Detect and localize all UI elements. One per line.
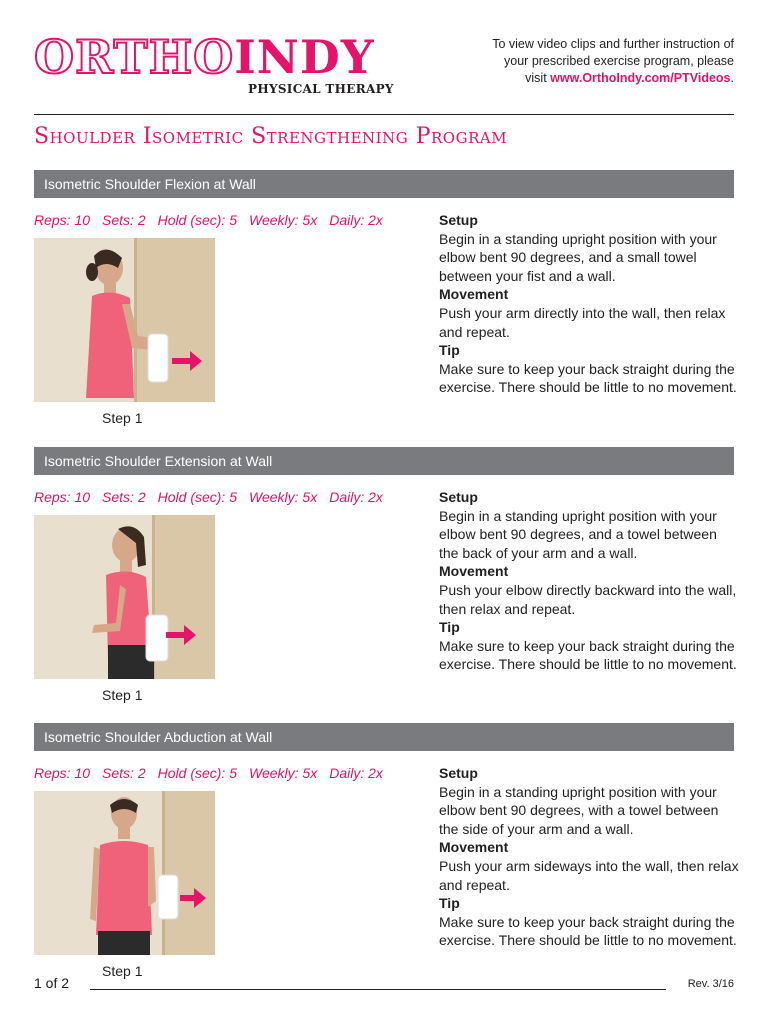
movement-text: Push your arm directly into the wall, then relax and repeat. — [439, 304, 726, 340]
setup-heading: Setup — [439, 212, 478, 228]
step-label: Step 1 — [102, 687, 143, 703]
video-note — [434, 36, 734, 87]
movement-text: Push your arm sideways into the wall, then relax and repeat. — [439, 857, 739, 893]
tip-heading: Tip — [439, 342, 460, 359]
tip-text: Make sure to keep your back straight during the exercise. There should be little to no movement. — [439, 637, 737, 673]
revision-label: Rev. 3/16 — [687, 978, 734, 990]
tip-heading: Tip — [439, 895, 460, 912]
reps: Reps: 10 — [34, 765, 91, 781]
tip-text: Make sure to keep your back straight during the exercise. There should be little to no movement. — [439, 360, 737, 396]
hold: Hold (sec): 5 — [157, 489, 237, 505]
exercise-instructions — [439, 211, 739, 397]
daily: Daily: 2x — [329, 489, 383, 505]
tip-heading: Tip — [439, 619, 460, 636]
weekly: Weekly: 5x — [249, 212, 318, 228]
tip-text: Make sure to keep your back straight during the exercise. There should be little to no movement. — [439, 913, 737, 949]
reps: Reps: 10 — [34, 212, 91, 228]
step-label: Step 1 — [102, 963, 143, 979]
movement-heading: Movement — [439, 563, 509, 580]
setup-text: Begin in a standing upright position with your elbow bent 90 degrees, and a towel between the back of your arm and a wall. — [439, 507, 717, 561]
exercise-title-bar: Isometric Shoulder Flexion at Wall — [34, 170, 734, 198]
exercise-title-bar: Isometric Shoulder Abduction at Wall — [34, 723, 734, 751]
sets: Sets: 2 — [102, 212, 146, 228]
logo-indy: INDY — [234, 30, 375, 84]
exercise-params — [34, 765, 383, 781]
daily: Daily: 2x — [329, 765, 383, 781]
weekly: Weekly: 5x — [249, 489, 318, 505]
exercise-section-extension — [34, 447, 737, 703]
video-note-line3 — [434, 70, 734, 87]
video-note-line2: your prescribed exercise program, please — [504, 54, 734, 68]
logo-subtitle: PHYSICAL THERAPY — [248, 82, 394, 96]
hold: Hold (sec): 5 — [157, 212, 237, 228]
video-note-end: . — [730, 71, 734, 85]
reps: Reps: 10 — [34, 489, 91, 505]
setup-heading: Setup — [439, 765, 478, 781]
movement-heading: Movement — [439, 286, 509, 303]
footer-divider — [90, 989, 666, 990]
flexion-illustration — [34, 238, 215, 402]
header-divider — [34, 114, 734, 115]
exercise-photo — [34, 515, 215, 679]
video-note-line1: To view video clips and further instruction of — [492, 37, 734, 51]
page-number: 1 of 2 — [34, 975, 70, 991]
pt-videos-link[interactable]: www.OrthoIndy.com/PTVideos — [550, 71, 731, 85]
setup-text: Begin in a standing upright position with your elbow bent 90 degrees, with a towel between the side of your arm and a wall. — [439, 783, 719, 837]
exercise-section-abduction — [34, 723, 739, 979]
step-label: Step 1 — [102, 410, 143, 426]
abduction-illustration — [34, 791, 215, 955]
exercise-photo — [34, 791, 215, 955]
setup-heading: Setup — [439, 489, 478, 505]
exercise-title-bar: Isometric Shoulder Extension at Wall — [34, 447, 734, 475]
weekly: Weekly: 5x — [249, 765, 318, 781]
exercise-photo — [34, 238, 215, 402]
video-note-visit: visit — [525, 71, 551, 85]
movement-heading: Movement — [439, 839, 509, 856]
exercise-instructions — [439, 764, 739, 950]
setup-text: Begin in a standing upright position with your elbow bent 90 degrees, and a small towel between your fist and a wall. — [439, 230, 717, 284]
daily: Daily: 2x — [329, 212, 383, 228]
page-title: Shoulder Isometric Strengthening Program — [34, 124, 508, 149]
exercise-instructions — [439, 488, 739, 674]
logo-ortho: ORTHO — [34, 30, 235, 84]
exercise-params — [34, 212, 383, 228]
movement-text: Push your elbow directly backward into the wall, then relax and repeat. — [439, 581, 737, 617]
extension-illustration — [34, 515, 215, 679]
sets: Sets: 2 — [102, 765, 146, 781]
exercise-params — [34, 489, 383, 505]
exercise-section-flexion — [34, 170, 737, 426]
sets: Sets: 2 — [102, 489, 146, 505]
hold: Hold (sec): 5 — [157, 765, 237, 781]
orthoindy-logo — [34, 30, 394, 96]
